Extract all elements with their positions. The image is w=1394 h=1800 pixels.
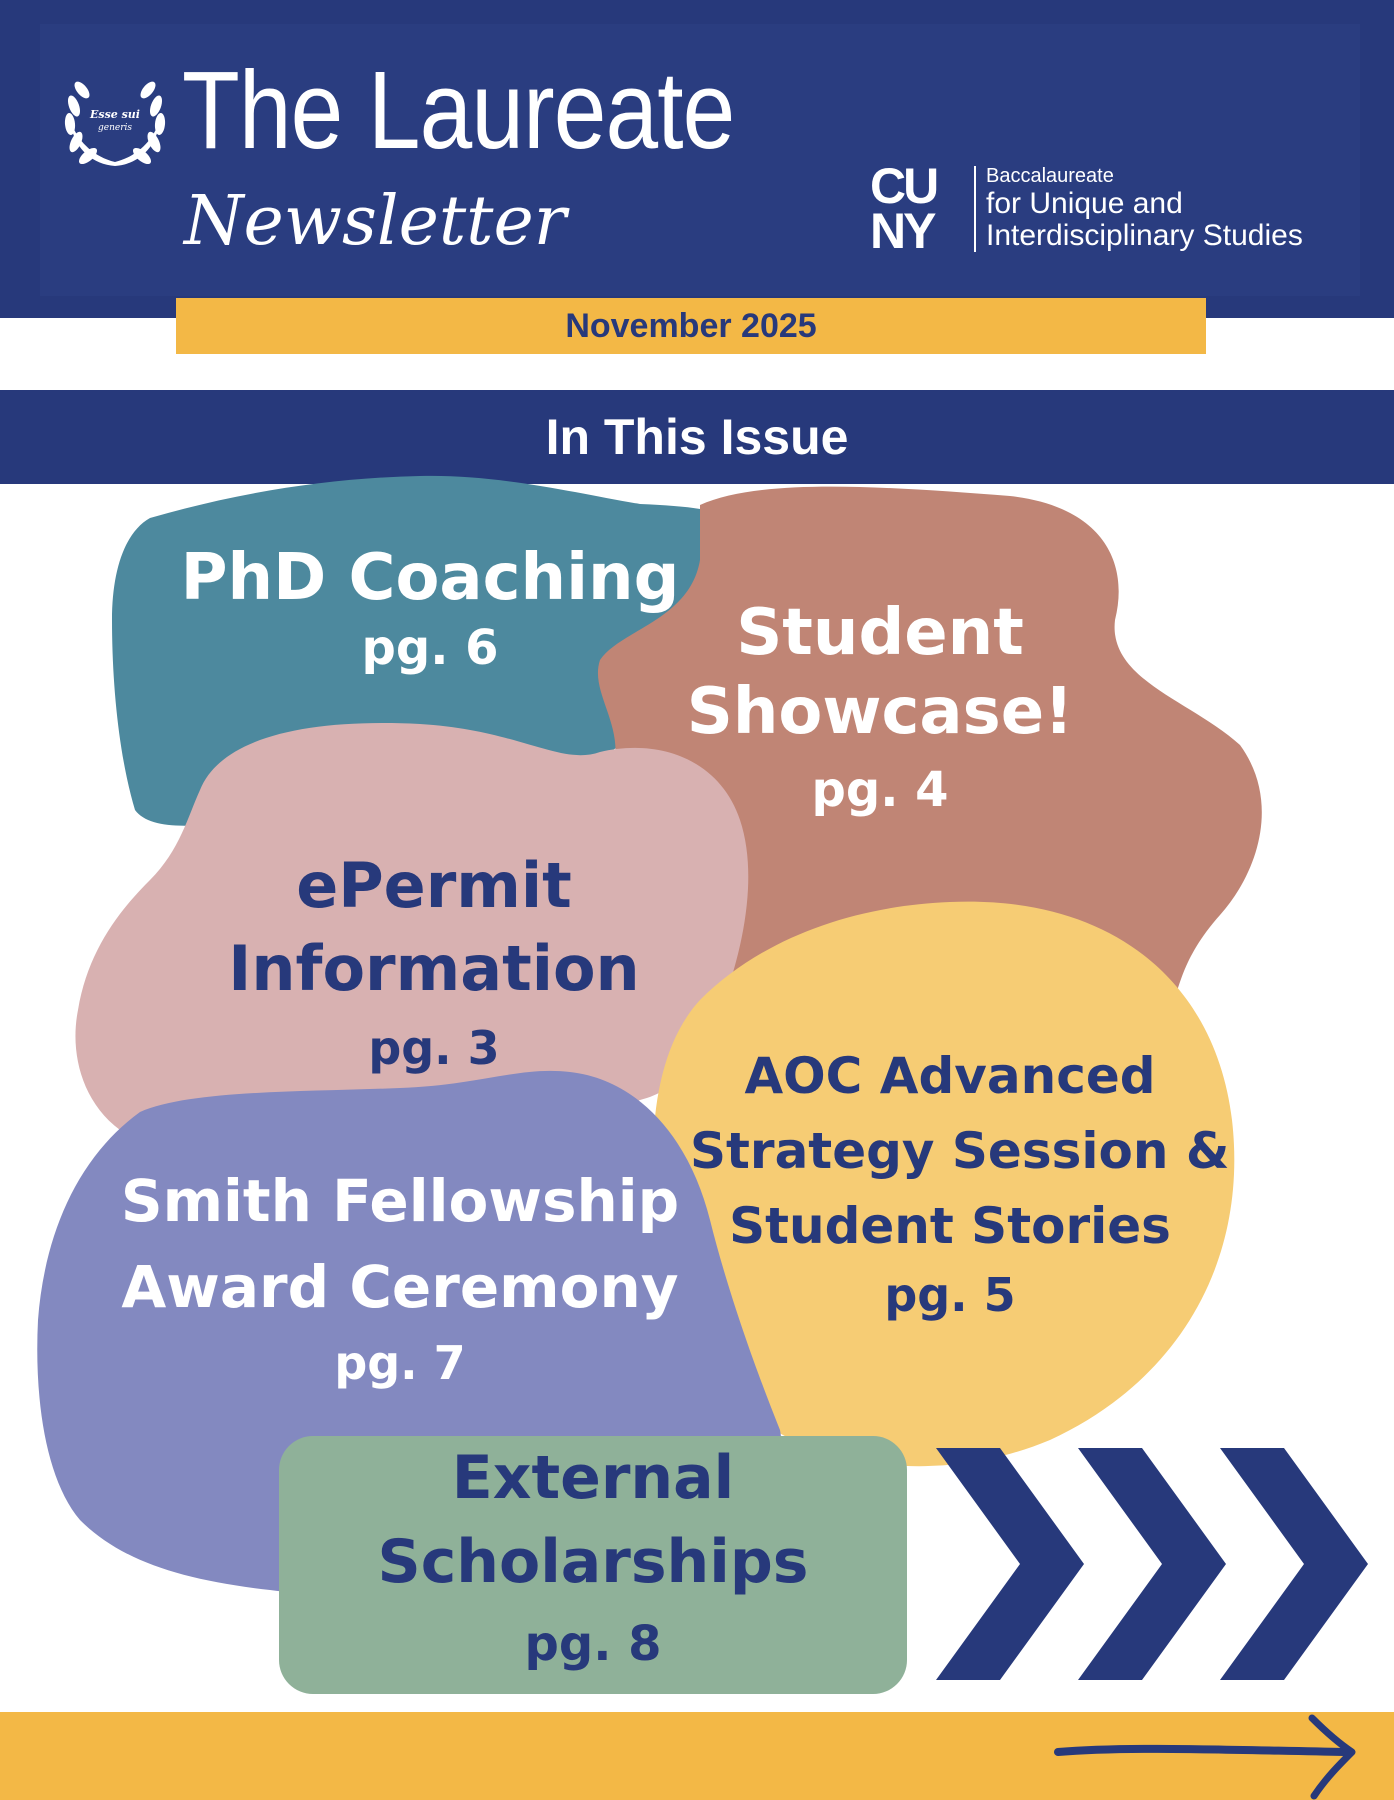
toc-item-page: pg. 5 (884, 1268, 1016, 1322)
toc-item-title: Student (736, 596, 1024, 670)
laurel-motto-line1: Esse sui (90, 108, 140, 121)
toc-item-title: Information (228, 932, 640, 1005)
newsletter-title: The Laureate (182, 49, 735, 172)
toc-item-phd-coaching[interactable] (170, 538, 690, 678)
cuny-program-name (986, 164, 1303, 252)
toc-item-title: Showcase! (686, 675, 1074, 749)
cuny-line2: for Unique and (986, 187, 1183, 220)
date-banner (176, 298, 1206, 354)
toc-item-title: External (451, 1443, 735, 1513)
cuny-divider (974, 166, 976, 252)
cuny-logo-bottom: NY (870, 203, 934, 259)
section-title: In This Issue (545, 409, 849, 465)
cuny-line3: Interdisciplinary Studies (986, 219, 1303, 252)
toc-item-aoc-advanced[interactable] (690, 1038, 1230, 1326)
issue-date: November 2025 (565, 306, 817, 345)
toc-item-external-scholarships[interactable] (279, 1436, 907, 1684)
toc-item-title: ePermit (296, 849, 572, 922)
toc-item-page: pg. 7 (334, 1336, 466, 1390)
chevron-arrows (930, 1444, 1384, 1684)
toc-item-title: Award Ceremony (121, 1253, 679, 1321)
toc-item-student-showcase[interactable] (660, 596, 1100, 826)
toc-item-smith-fellowship[interactable] (110, 1158, 690, 1396)
toc-item-epermit[interactable] (214, 846, 654, 1084)
chevron-right-icon (1220, 1448, 1368, 1680)
toc-item-page: pg. 6 (361, 620, 499, 676)
laurel-motto-line2: generis (97, 123, 133, 133)
toc-item-title: Student Stories (729, 1197, 1171, 1255)
cuny-logo (870, 158, 958, 259)
toc-item-page: pg. 8 (524, 1616, 662, 1672)
toc-item-title: AOC Advanced (744, 1047, 1156, 1105)
chevron-right-icon (936, 1448, 1084, 1680)
cuny-bachelor-logo (870, 158, 1340, 259)
toc-item-page: pg. 3 (368, 1021, 500, 1075)
toc-item-title: PhD Coaching (180, 541, 680, 615)
chevron-right-icon (1078, 1448, 1226, 1680)
newsletter-subtitle: Newsletter (184, 182, 567, 261)
next-page-arrow-icon[interactable] (1050, 1710, 1360, 1800)
cuny-logo-top: CU (870, 158, 937, 214)
toc-item-title: Scholarships (377, 1527, 809, 1597)
laurel-wreath-logo (60, 66, 170, 176)
toc-item-page: pg. 4 (811, 762, 949, 818)
toc-item-title: Smith Fellowship (120, 1167, 680, 1235)
cuny-line1: Baccalaureate (986, 165, 1114, 187)
toc-item-title: Strategy Session & (690, 1122, 1230, 1180)
